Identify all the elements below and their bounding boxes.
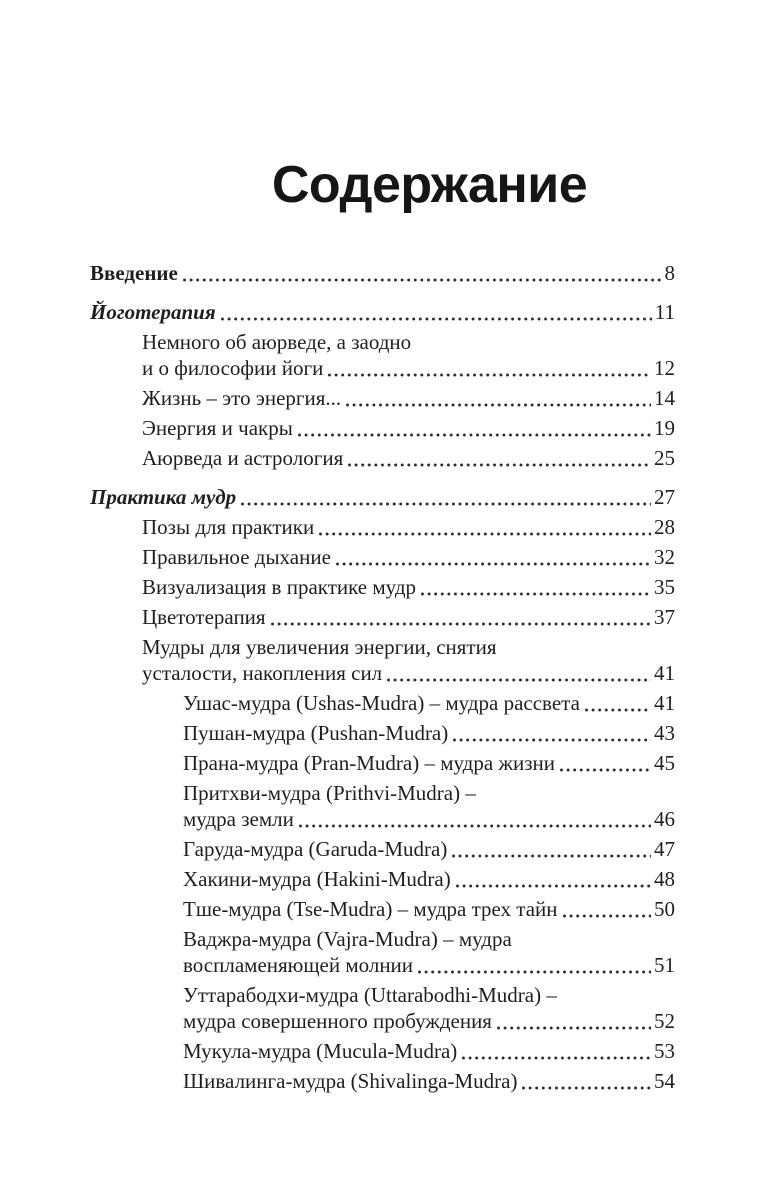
page-title: Содержание	[271, 156, 588, 214]
toc-entry-text: Энергия и чакры	[142, 416, 293, 440]
toc-entry-line	[142, 604, 675, 630]
toc-entry-text: мудра земли	[183, 807, 294, 831]
toc-entry-text: Притхви-мудра (Prithvi-Mudra) –	[183, 781, 476, 805]
toc-entry-line	[90, 299, 675, 325]
toc-entry	[90, 484, 675, 510]
dot-leader	[348, 445, 651, 471]
dot-leader	[453, 720, 651, 746]
dot-leader	[418, 952, 651, 978]
toc-page-number: 35	[654, 575, 675, 599]
dot-leader	[183, 260, 662, 286]
toc-entry-line	[142, 544, 675, 570]
toc-entry-text: воспламеняющей молнии	[183, 953, 414, 977]
dot-leader	[456, 866, 651, 892]
toc-page-number: 53	[654, 1039, 675, 1063]
toc-page-number: 47	[654, 837, 675, 861]
toc-entry-line	[142, 415, 675, 441]
dot-leader	[241, 484, 651, 510]
dot-leader	[387, 660, 651, 686]
toc-page-number: 25	[654, 446, 675, 470]
toc-page-number: 32	[654, 545, 675, 569]
toc-entry-line	[142, 385, 675, 411]
toc-entry-line	[142, 445, 675, 471]
toc-entry	[90, 926, 675, 978]
toc-entry-line	[142, 634, 675, 660]
toc-page-number: 11	[654, 300, 675, 324]
toc-entry-line	[183, 780, 675, 806]
dot-leader	[346, 385, 651, 411]
toc-entry	[90, 329, 675, 381]
toc-page-number: 19	[654, 416, 675, 440]
toc-list	[90, 247, 675, 1098]
toc-entry-text: Тше-мудра (Tse-Mudra) – мудра трех тайн	[183, 897, 558, 921]
toc-entry-text: Мудры для увеличения энергии, снятия	[142, 635, 497, 659]
toc-entry	[90, 1068, 675, 1094]
dot-leader	[585, 690, 651, 716]
toc-entry	[90, 415, 675, 441]
toc-entry-text: Введение	[90, 261, 178, 285]
toc-entry-line	[183, 1008, 675, 1034]
toc-page-number: 54	[654, 1069, 675, 1093]
toc-entry-text: Позы для практики	[142, 515, 315, 539]
toc-page-number: 27	[654, 485, 675, 509]
dot-leader	[299, 806, 651, 832]
toc-entry-text: Немного об аюрведе, а заодно	[142, 330, 412, 354]
toc-entry-line	[90, 260, 675, 286]
toc-page-number: 52	[654, 1009, 675, 1033]
toc-entry-line	[183, 836, 675, 862]
toc-page-number: 37	[654, 605, 675, 629]
toc-entry	[90, 750, 675, 776]
dot-leader	[563, 896, 651, 922]
toc-entry-text: усталости, накопления сил	[142, 661, 383, 685]
toc-entry	[90, 634, 675, 686]
dot-leader	[462, 1038, 651, 1064]
toc-entry-line	[142, 660, 675, 686]
toc-entry-line	[183, 866, 675, 892]
toc-entry-text: Правильное дыхание	[142, 545, 331, 569]
toc-entry-text: Мукула-мудра (Mucula-Mudra)	[183, 1039, 458, 1063]
toc-entry-line	[142, 574, 675, 600]
toc-entry-line	[183, 720, 675, 746]
toc-entry-line	[183, 1038, 675, 1064]
toc-entry	[90, 574, 675, 600]
toc-entry	[90, 385, 675, 411]
toc-page-number: 45	[654, 751, 675, 775]
toc-entry-line	[142, 329, 675, 355]
toc-entry-line	[183, 690, 675, 716]
toc-entry-line	[142, 514, 675, 540]
toc-entry	[90, 299, 675, 325]
dot-leader	[421, 574, 651, 600]
toc-entry-line	[183, 806, 675, 832]
toc-page-number: 43	[654, 721, 675, 745]
toc-entry	[90, 690, 675, 716]
toc-entry-text: Практика мудр	[90, 485, 237, 509]
toc-page-number: 48	[654, 867, 675, 891]
toc-entry	[90, 866, 675, 892]
dot-leader	[497, 1008, 651, 1034]
toc-entry	[90, 720, 675, 746]
toc-entry-line	[183, 1068, 675, 1094]
toc-page-number: 41	[654, 691, 675, 715]
toc-entry-text: Уттарабодхи-мудра (Uttarabodhi-Mudra) –	[183, 983, 557, 1007]
toc-entry	[90, 1038, 675, 1064]
dot-leader	[328, 355, 651, 381]
dot-leader	[336, 544, 651, 570]
toc-entry-text: Пушан-мудра (Pushan-Mudra)	[183, 721, 449, 745]
toc-entry-text: Гаруда-мудра (Garuda-Mudra)	[183, 837, 448, 861]
toc-entry-text: Прана-мудра (Pran-Mudra) – мудра жизни	[183, 751, 555, 775]
dot-leader	[271, 604, 651, 630]
toc-entry-text: Визуализация в практике мудр	[142, 575, 417, 599]
toc-entry-line	[183, 952, 675, 978]
toc-entry	[90, 982, 675, 1034]
toc-entry-line	[183, 926, 675, 952]
toc-entry	[90, 260, 675, 286]
toc-entry	[90, 544, 675, 570]
toc-entry-text: Цветотерапия	[142, 605, 266, 629]
toc-entry-text: Ваджра-мудра (Vajra-Mudra) – мудра	[183, 927, 512, 951]
toc-page-number: 50	[654, 897, 675, 921]
toc-entry	[90, 780, 675, 832]
toc-entry-line	[183, 982, 675, 1008]
toc-page-number: 28	[654, 515, 675, 539]
toc-entry-line	[90, 484, 675, 510]
toc-entry	[90, 896, 675, 922]
toc-entry-text: Шивалинга-мудра (Shivalinga-Mudra)	[183, 1069, 518, 1093]
toc-page-number: 12	[654, 356, 675, 380]
dot-leader	[452, 836, 651, 862]
toc-entry-text: Ушас-мудра (Ushas-Mudra) – мудра рассвета	[183, 691, 580, 715]
toc-page-number: 46	[654, 807, 675, 831]
dot-leader	[319, 514, 651, 540]
dot-leader	[298, 415, 651, 441]
toc-page-number: 14	[654, 386, 675, 410]
toc-entry-line	[183, 750, 675, 776]
toc-entry	[90, 445, 675, 471]
toc-page-number: 41	[654, 661, 675, 685]
dot-leader	[522, 1068, 651, 1094]
toc-entry-text: Жизнь – это энергия...	[142, 386, 342, 410]
dot-leader	[221, 299, 652, 325]
toc-entry	[90, 836, 675, 862]
dot-leader	[560, 750, 651, 776]
toc-entry-line	[183, 896, 675, 922]
toc-page-number: 8	[664, 261, 675, 285]
toc-entry-text: Йоготерапия	[90, 300, 216, 324]
toc-entry-text: мудра совершенного пробуждения	[183, 1009, 492, 1033]
toc-entry-text: и о философии йоги	[142, 356, 324, 380]
toc-entry-text: Хакини-мудра (Hakini-Mudra)	[183, 867, 451, 891]
toc-entry-text: Аюрведа и астрология	[142, 446, 344, 470]
toc-page-number: 51	[654, 953, 675, 977]
toc-entry-line	[142, 355, 675, 381]
toc-entry	[90, 604, 675, 630]
toc-entry	[90, 514, 675, 540]
